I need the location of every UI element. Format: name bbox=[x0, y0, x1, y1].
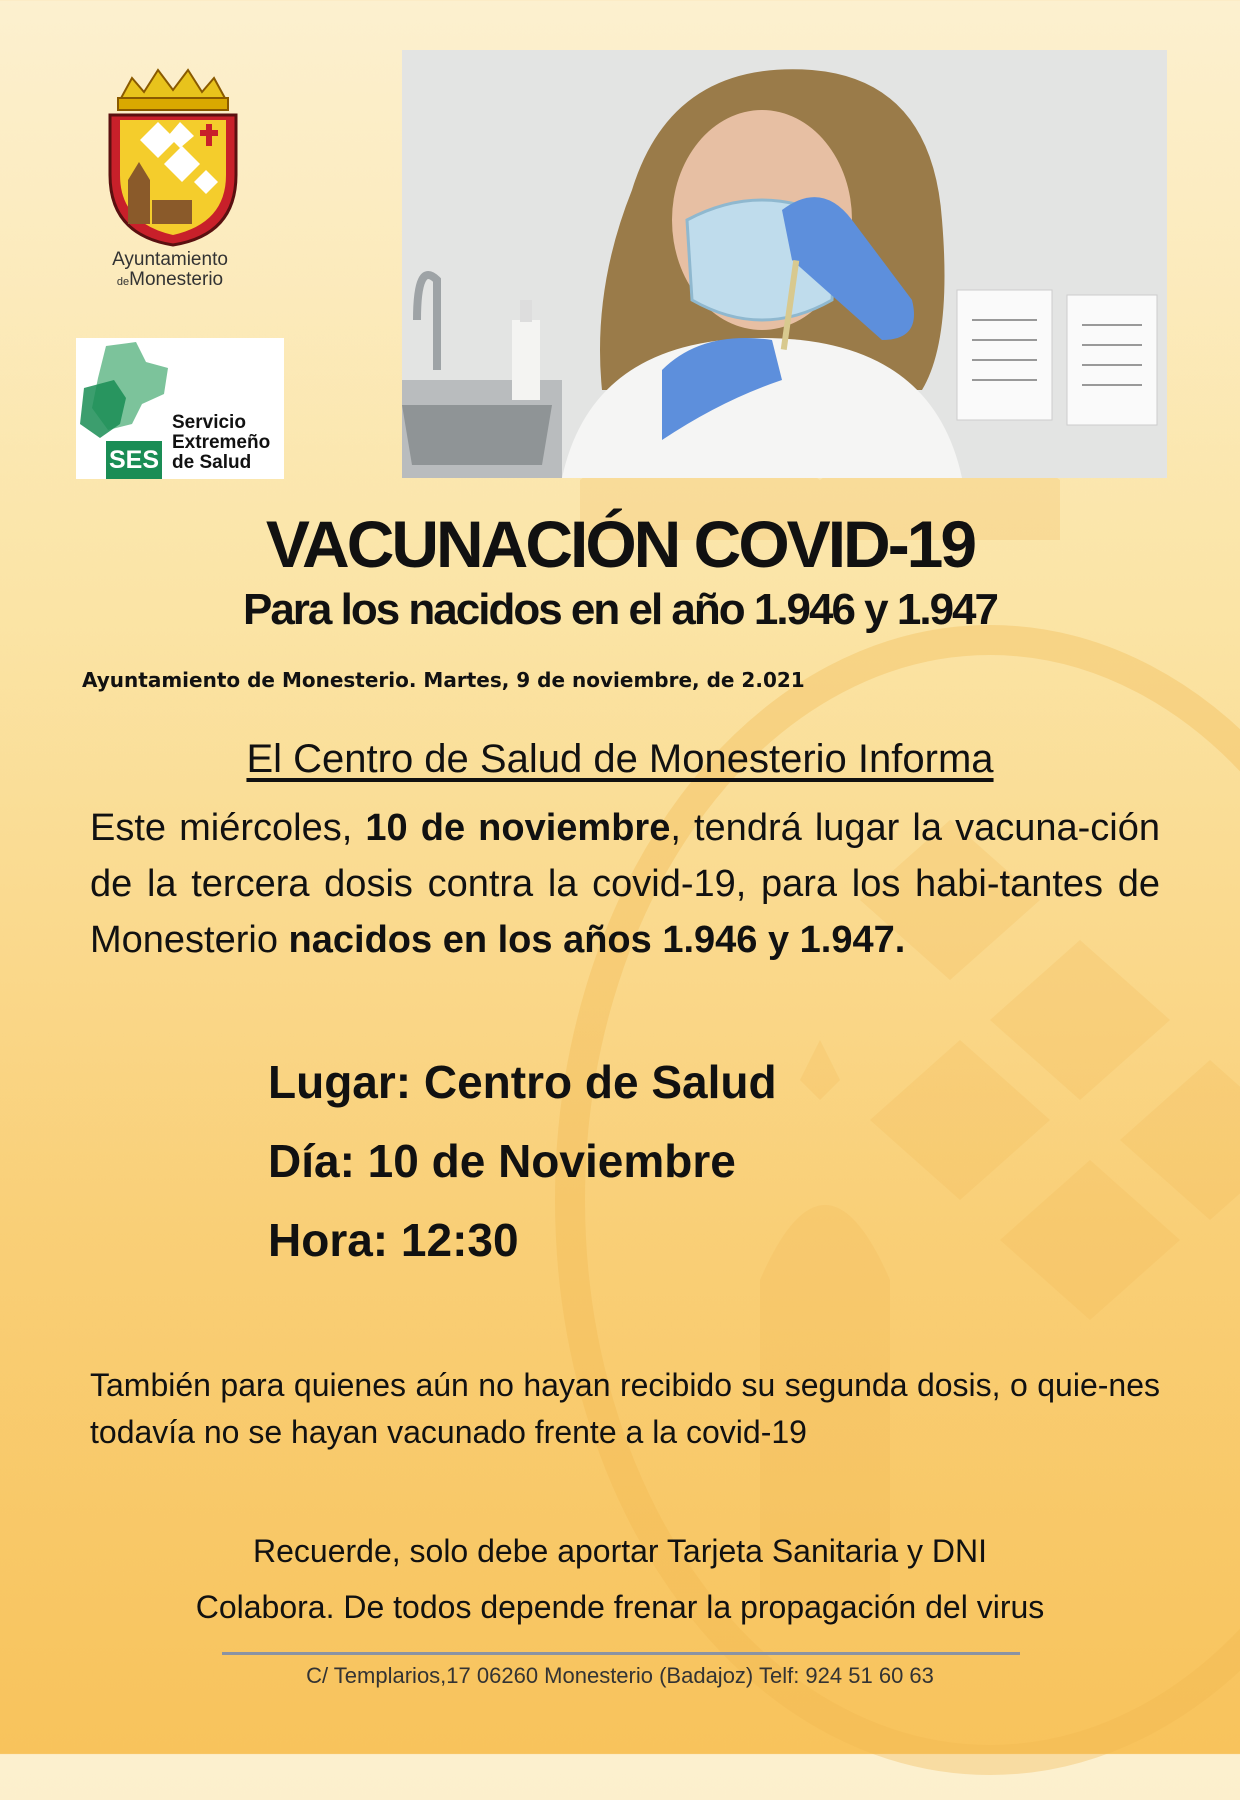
ses-line2: Extremeño bbox=[172, 432, 271, 453]
body-date: 10 de noviembre bbox=[365, 807, 671, 849]
reminder-line1: Recuerde, solo debe aportar Tarjeta Sanitaria y DNI bbox=[252, 1533, 988, 1569]
municipality-line1: Ayuntamiento bbox=[112, 249, 228, 270]
extra-note: También para quienes aún no hayan recibido su segunda dosis, o quie-nes todavía no se hayan vacunado frente a la covid-19 bbox=[90, 1367, 1160, 1450]
footer-divider bbox=[222, 1652, 1020, 1655]
ses-abbreviation: SES bbox=[106, 441, 162, 479]
dateline: Ayuntamiento de Monesterio. Martes, 9 de noviembre, de 2.021 bbox=[82, 668, 805, 692]
announcement-body bbox=[90, 800, 1160, 968]
municipal-crest-logo bbox=[98, 60, 248, 250]
detail-time: Hora: 12:30 bbox=[268, 1214, 519, 1266]
body-part2: , tendrá lugar la vacuna-ción de la tercera dosis contra la covid-19, para los habi-tantes de Monesterio bbox=[90, 807, 1160, 961]
body-part1: Este miércoles, bbox=[90, 807, 366, 849]
ses-line3: de Salud bbox=[172, 452, 252, 473]
municipality-name bbox=[80, 250, 260, 292]
ses-name bbox=[172, 413, 270, 473]
informa-heading: El Centro de Salud de Monesterio Informa bbox=[246, 737, 994, 781]
ses-logo bbox=[76, 338, 284, 479]
page-subtitle: Para los nacidos en el año 1.946 y 1.947 bbox=[242, 585, 997, 634]
ses-line1: Servicio bbox=[172, 412, 246, 433]
reminder-line2: Colabora. De todos depende frenar la propagación del virus bbox=[195, 1589, 1045, 1625]
municipality-de: de bbox=[116, 276, 130, 288]
footer-address: C/ Templarios,17 06260 Monesterio (Badajoz) Telf: 924 51 60 63 bbox=[306, 1663, 934, 1688]
body-years: nacidos en los años 1.946 y 1.947. bbox=[288, 919, 906, 961]
municipality-line2: Monesterio bbox=[129, 269, 224, 290]
detail-place: Lugar: Centro de Salud bbox=[268, 1056, 777, 1108]
detail-day: Día: 10 de Noviembre bbox=[268, 1135, 736, 1187]
page-title: VACUNACIÓN COVID-19 bbox=[265, 507, 975, 581]
nurse-vaccine-photo bbox=[402, 50, 1167, 478]
